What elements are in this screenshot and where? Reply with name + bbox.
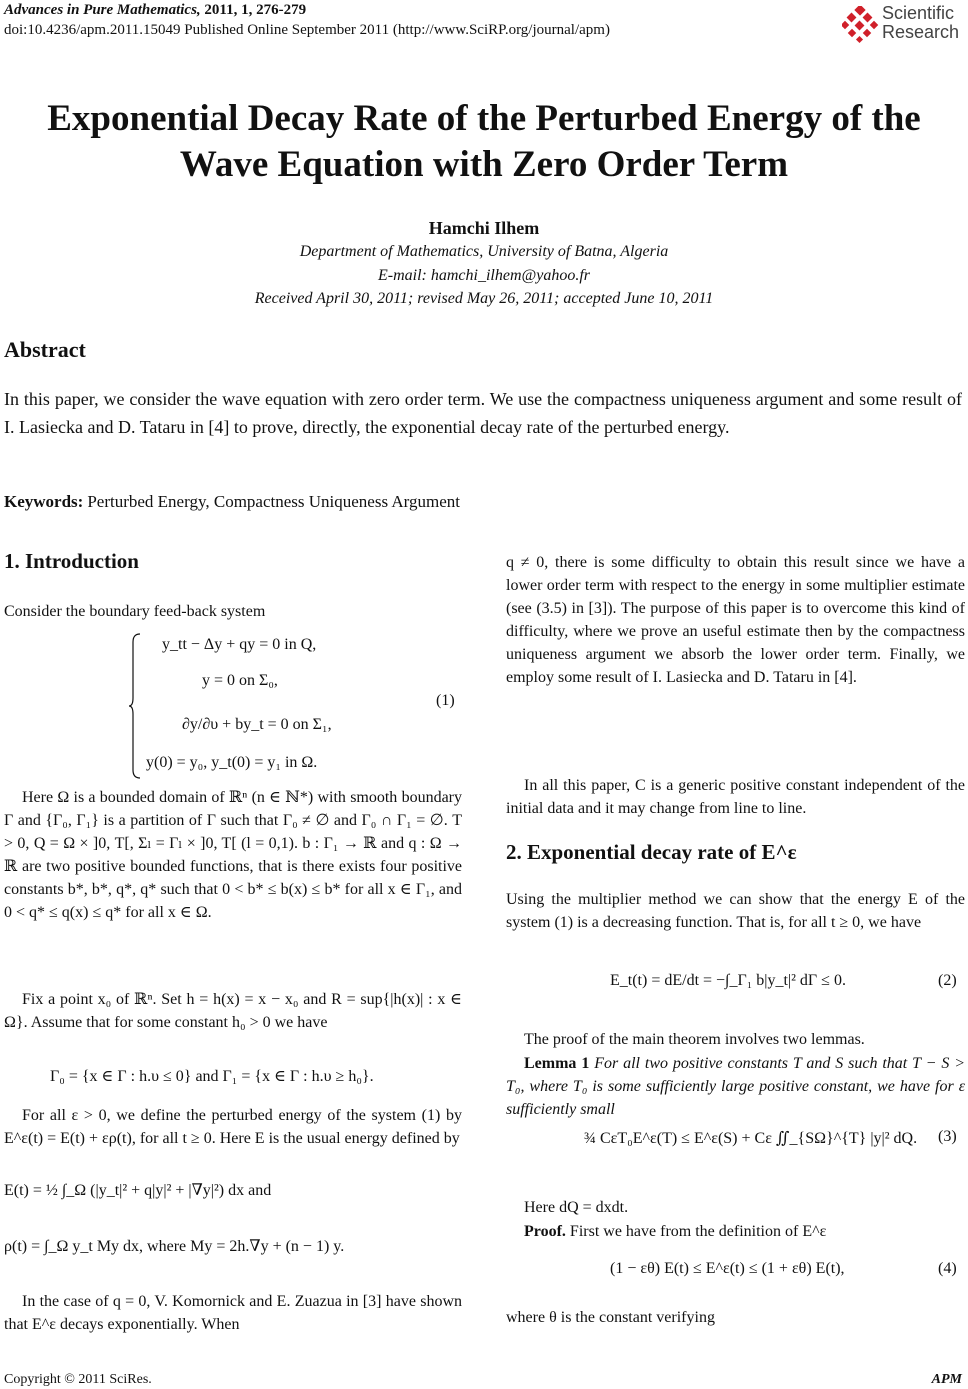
- logo-text: Scientific Research: [882, 3, 960, 42]
- author-name: Hamchi Ilhem: [428, 218, 540, 238]
- intro-paragraph-3: For all ε > 0, we define the perturbed energy of the system (1) by E^ε(t) = E(t) + ερ(t), for all t ≥ 0. Here E is the usual energy defined by: [4, 1107, 462, 1147]
- intro-sentence: Consider the boundary feed-back system: [4, 603, 266, 620]
- scirp-logo-icon: [842, 6, 880, 44]
- lemma-label: Lemma 1: [524, 1055, 590, 1072]
- equation-4-number: (4): [938, 1260, 957, 1277]
- equation-gamma: Γ₀ = {x ∈ Γ : h.υ ≤ 0} and Γ₁ = {x ∈ Γ : h.υ ≥ h₀}.: [50, 1068, 374, 1085]
- keywords: [4, 492, 460, 512]
- right-paragraph-2: In all this paper, C is a generic positive constant independent of the initial data and it may change from line to line.: [506, 777, 965, 817]
- brace-icon: [128, 632, 142, 780]
- equation-2: E_t(t) = dE/dt = −∫_Γ₁ b|y_t|² dΓ ≤ 0.: [610, 972, 846, 989]
- equation-1-number: (1): [436, 692, 455, 709]
- intro-paragraph-4: In the case of q = 0, V. Komornick and E. Zuazua in [3] have shown that E^ε decays exponentially. When: [4, 1293, 462, 1333]
- journal-volume: 2011, 1, 276-279: [204, 2, 307, 18]
- intro-paragraph-1: Here Ω is a bounded domain of ℝⁿ (n ∈ ℕ*) with smooth boundary Γ and {Γ₀, Γ₁} is a partition of Γ such that Γ₀ ≠ ∅ and Γ₀ ∩ Γ₁ = ∅. T > 0, Q = Ω × ]0, T[, Σₗ = Γₗ × ]0, T[ (l = 0,1). b : Γ₁ → ℝ and q : Ω → ℝ are two positive bounded functions, that is there exists four positive constants b*, b*, q*, q* such that 0 < b* ≤ b(x) ≤ b* for all x ∈ Γ₁, and 0 < q* ≤ q(x) ≤ q* for all x ∈ Ω.: [4, 789, 462, 921]
- journal-header: [4, 2, 306, 19]
- proof-text: First we have from the definition of E^ε: [569, 1223, 827, 1240]
- keywords-label: Keywords:: [4, 492, 84, 511]
- abstract-heading: Abstract: [4, 337, 86, 362]
- proof-label: Proof.: [524, 1223, 566, 1240]
- right-paragraph-5: Here dQ = dxdt.: [524, 1199, 629, 1216]
- right-paragraph-3: Using the multiplier method we can show that the energy E of the system (1) is a decreasing function. That is, for all t ≥ 0, we have: [506, 891, 965, 931]
- section-1-heading: 1. Introduction: [4, 549, 139, 573]
- journal-name: Advances in Pure Mathematics,: [4, 2, 201, 18]
- intro-paragraph-2: Fix a point x₀ of ℝⁿ. Set h = h(x) = x − x₀ and R = sup{|h(x)| : x ∈ Ω}. Assume that for some constant h₀ > 0 we have: [4, 991, 462, 1031]
- proof-intro: [506, 1220, 965, 1243]
- lemma-1: [506, 1052, 965, 1121]
- right-paragraph-6: where θ is the constant verifying: [506, 1309, 715, 1326]
- equation-rho: ρ(t) = ∫_Ω y_t My dx, where My = 2h.∇y + (n − 1) y.: [4, 1238, 345, 1255]
- equation-3: ¾ CεT₀E^ε(T) ≤ E^ε(S) + Cε ∬_{SΩ}^{T} |y|² dQ.: [584, 1130, 918, 1147]
- received-dates: Received April 30, 2011; revised May 26, 2011; accepted June 10, 2011: [254, 290, 714, 307]
- equation-3-number: (3): [938, 1128, 957, 1145]
- right-paragraph-1: q ≠ 0, there is some difficulty to obtain this result since we have a lower order term with respect to the energy in some multiplier estimate (see (3.5) in [3]). The purpose of this paper is to overcome this kind of difficulty, where we prove an useful estimate then by the compactness uniqueness argument we absorb the lower order term. Finally, we employ some result of I. Lasiecka and D. Tataru in [4].: [506, 554, 965, 686]
- section-2-heading: 2. Exponential decay rate of E^ε: [506, 840, 797, 864]
- right-paragraph-4: The proof of the main theorem involves two lemmas.: [524, 1031, 865, 1048]
- publisher-logo: [842, 4, 962, 44]
- equation-2-number: (2): [938, 972, 957, 989]
- copyright: Copyright © 2011 SciRes.: [4, 1372, 152, 1387]
- equation-1: y_tt − Δy + qy = 0 in Q, y = 0 on Σ₀, ∂y/∂υ + by_t = 0 on Σ₁, y(0) = y₀, y_t(0) = y₁ in Ω.: [110, 632, 410, 780]
- keywords-text: Perturbed Energy, Compactness Uniqueness Argument: [87, 492, 461, 511]
- lemma-text: For all two positive constants T and S such that T − S > T₀, where T₀ is some sufficiently large positive constant, we have for ε sufficiently small: [506, 1055, 966, 1118]
- email: E-mail: hamchi_ilhem@yahoo.fr: [377, 267, 590, 284]
- equation-4: (1 − εθ) E(t) ≤ E^ε(t) ≤ (1 + εθ) E(t),: [610, 1260, 845, 1277]
- paper-title: Exponential Decay Rate of the Perturbed Energy of the Wave Equation with Zero Order Term: [47, 98, 921, 185]
- abstract-text: In this paper, we consider the wave equation with zero order term. We use the compactness uniqueness argument and some result of I. Lasiecka and D. Tataru in [4] to prove, directly, the exponential decay rate of the perturbed energy.: [4, 389, 962, 437]
- doi-line: doi:10.4236/apm.2011.15049 Published Online September 2011 (http://www.SciRP.org/journal/apm): [4, 22, 610, 38]
- affiliation: Department of Mathematics, University of Batna, Algeria: [299, 243, 669, 260]
- journal-abbr: APM: [931, 1372, 962, 1387]
- equation-energy: E(t) = ½ ∫_Ω (|y_t|² + q|y|² + |∇y|²) dx and: [4, 1182, 272, 1199]
